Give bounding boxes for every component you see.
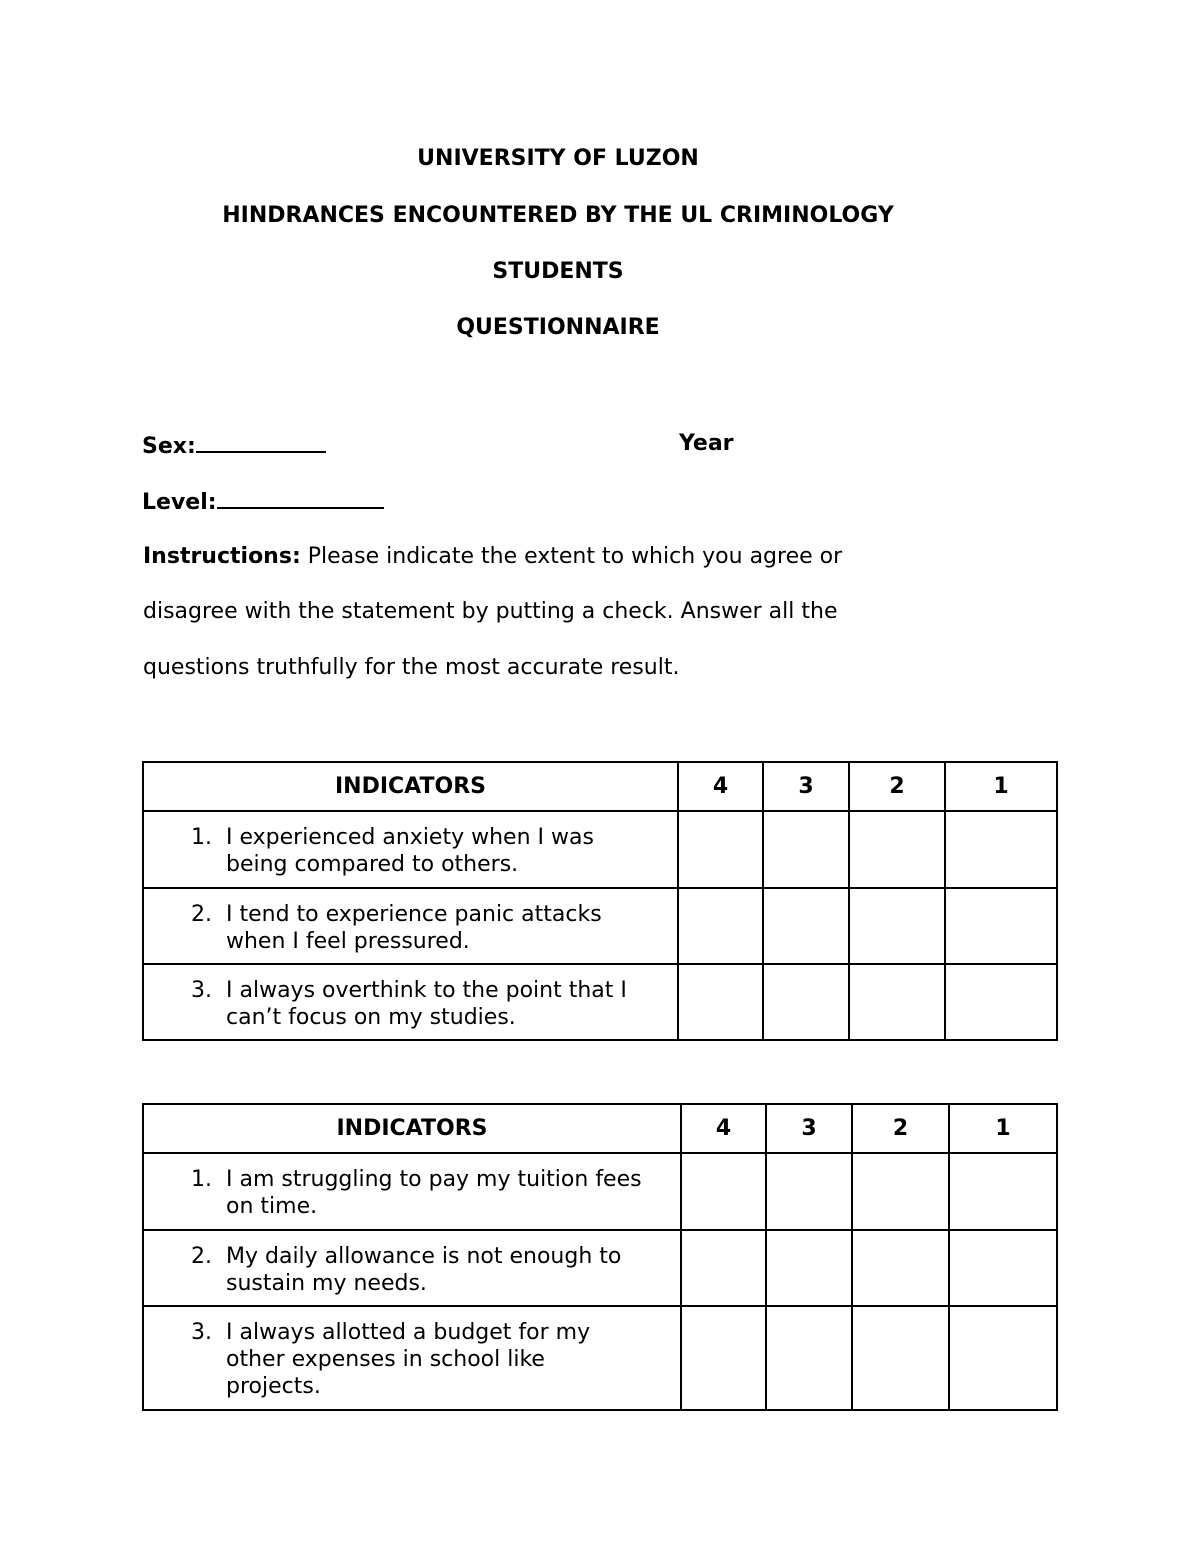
scale-1-header: 1 <box>945 762 1057 811</box>
check-cell-2[interactable] <box>852 1306 949 1410</box>
check-cell-1[interactable] <box>945 888 1057 964</box>
level-label: Level: <box>142 490 217 515</box>
check-cell-4[interactable] <box>678 888 763 964</box>
indicator-cell <box>143 811 678 888</box>
item-number: 3. <box>191 978 212 1003</box>
item-number: 2. <box>191 902 212 927</box>
indicators-header: INDICATORS <box>143 762 678 811</box>
item-text-line: I experienced anxiety when I was <box>226 825 594 850</box>
indicators-table-1 <box>142 761 1058 1041</box>
check-cell-1[interactable] <box>945 811 1057 888</box>
item-number: 1. <box>191 1167 212 1192</box>
table-row <box>143 888 1057 964</box>
scale-1-header: 1 <box>949 1104 1057 1153</box>
check-cell-3[interactable] <box>763 964 849 1040</box>
table-header-row <box>143 762 1057 811</box>
item-text-line: I am struggling to pay my tuition fees <box>226 1167 642 1192</box>
item-text-line: can’t focus on my studies. <box>226 1005 516 1030</box>
check-cell-1[interactable] <box>949 1153 1057 1230</box>
indicators-header: INDICATORS <box>143 1104 681 1153</box>
item-text-line: My daily allowance is not enough to <box>226 1244 622 1269</box>
scale-3-header: 3 <box>766 1104 852 1153</box>
check-cell-3[interactable] <box>766 1230 852 1306</box>
check-cell-1[interactable] <box>945 964 1057 1040</box>
check-cell-1[interactable] <box>949 1230 1057 1306</box>
instructions-line-3: questions truthfully for the most accurate result. <box>143 655 680 680</box>
item-text-line: on time. <box>226 1194 318 1219</box>
item-number: 2. <box>191 1244 212 1269</box>
indicator-cell <box>143 1230 681 1306</box>
item-text-line: other expenses in school like <box>226 1347 545 1372</box>
scale-2-header: 2 <box>849 762 945 811</box>
indicator-cell <box>143 888 678 964</box>
table-row <box>143 964 1057 1040</box>
item-text-line: projects. <box>226 1374 321 1399</box>
sex-blank-line[interactable] <box>196 431 326 453</box>
year-label: Year <box>679 431 734 456</box>
check-cell-2[interactable] <box>852 1153 949 1230</box>
item-number: 3. <box>191 1320 212 1345</box>
check-cell-3[interactable] <box>766 1306 852 1410</box>
indicators-table-2 <box>142 1103 1058 1411</box>
university-name: UNIVERSITY OF LUZON <box>417 146 699 171</box>
check-cell-2[interactable] <box>849 888 945 964</box>
level-blank-line[interactable] <box>217 487 384 509</box>
survey-title-line-2: STUDENTS <box>492 259 624 284</box>
level-field <box>142 487 384 516</box>
check-cell-2[interactable] <box>849 964 945 1040</box>
item-text-line: I tend to experience panic attacks <box>226 902 602 927</box>
check-cell-4[interactable] <box>678 964 763 1040</box>
item-text-line: being compared to others. <box>226 852 519 877</box>
indicator-cell <box>143 964 678 1040</box>
item-number: 1. <box>191 825 212 850</box>
scale-3-header: 3 <box>763 762 849 811</box>
table-row <box>143 1306 1057 1410</box>
instructions-text-1: Please indicate the extent to which you agree or <box>307 544 843 569</box>
table-header-row <box>143 1104 1057 1153</box>
table-row <box>143 1153 1057 1230</box>
check-cell-4[interactable] <box>681 1306 766 1410</box>
check-cell-4[interactable] <box>678 811 763 888</box>
check-cell-3[interactable] <box>766 1153 852 1230</box>
check-cell-2[interactable] <box>849 811 945 888</box>
survey-title-line-1: HINDRANCES ENCOUNTERED BY THE UL CRIMINOLOGY <box>222 203 894 228</box>
check-cell-1[interactable] <box>949 1306 1057 1410</box>
item-text-line: I always overthink to the point that I <box>226 978 627 1003</box>
table-row <box>143 811 1057 888</box>
sex-field <box>142 431 326 460</box>
item-text-line: sustain my needs. <box>226 1271 427 1296</box>
instructions-line-1 <box>143 544 842 570</box>
scale-4-header: 4 <box>678 762 763 811</box>
scale-4-header: 4 <box>681 1104 766 1153</box>
check-cell-3[interactable] <box>763 811 849 888</box>
scale-2-header: 2 <box>852 1104 949 1153</box>
indicator-cell <box>143 1306 681 1410</box>
item-text-line: when I feel pressured. <box>226 929 470 954</box>
check-cell-4[interactable] <box>681 1230 766 1306</box>
table-row <box>143 1230 1057 1306</box>
check-cell-4[interactable] <box>681 1153 766 1230</box>
indicator-cell <box>143 1153 681 1230</box>
form-type-title: QUESTIONNAIRE <box>456 315 660 340</box>
instructions-label: Instructions: <box>143 544 301 569</box>
check-cell-3[interactable] <box>763 888 849 964</box>
check-cell-2[interactable] <box>852 1230 949 1306</box>
item-text-line: I always allotted a budget for my <box>226 1320 591 1345</box>
instructions-line-2: disagree with the statement by putting a check. Answer all the <box>143 599 838 624</box>
sex-label: Sex: <box>142 434 196 459</box>
